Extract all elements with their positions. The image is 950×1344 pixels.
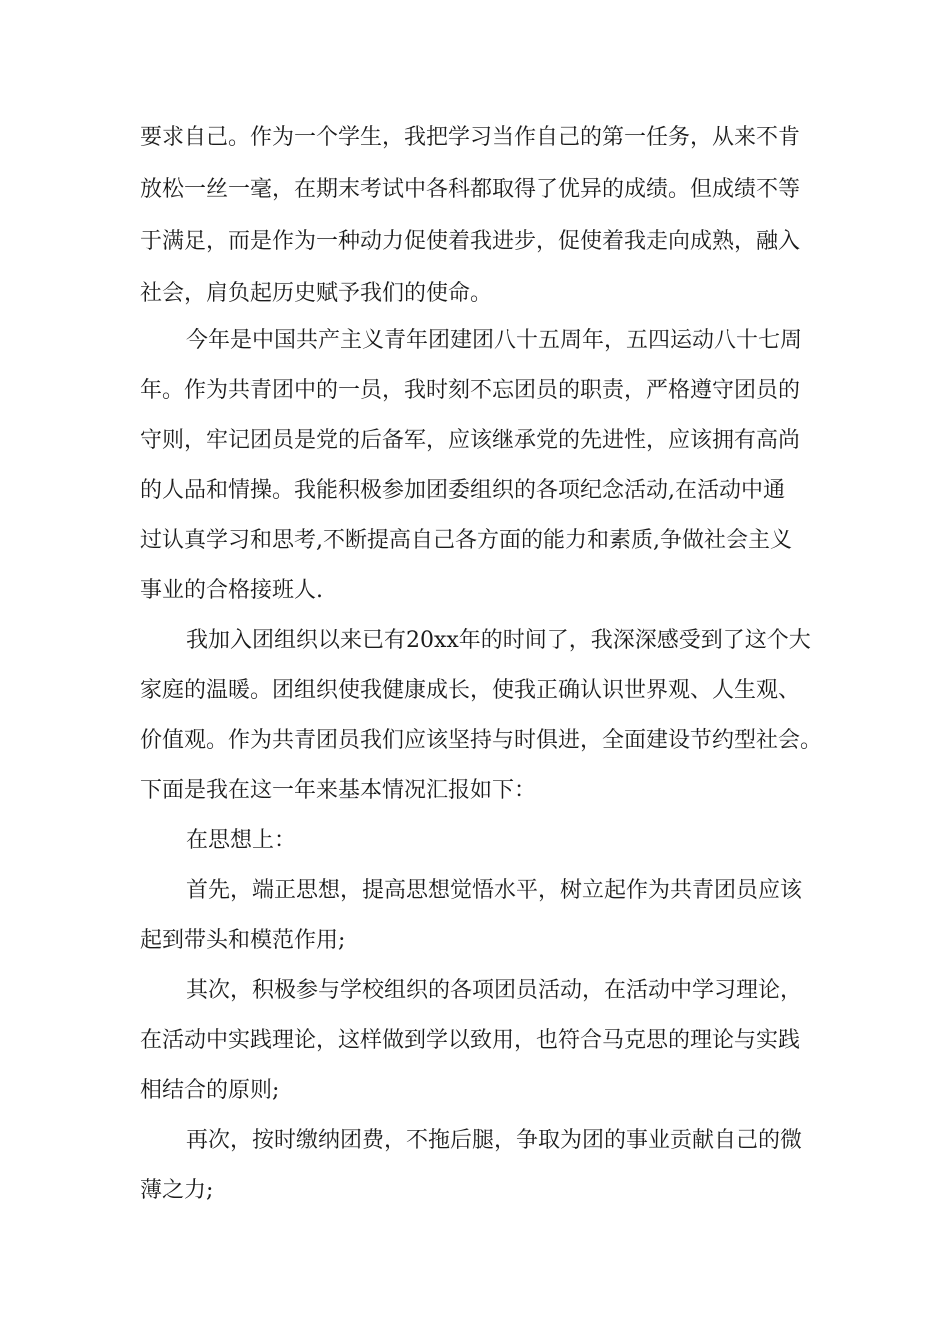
text-line: 价值观。作为共青团员我们应该坚持与时俱进，全面建设节约型社会。 — [140, 728, 823, 753]
text-line: 起到带头和模范作用; — [140, 928, 346, 953]
text-line: 在活动中实践理论，这样做到学以致用，也符合马克思的理论与实践 — [140, 1028, 801, 1053]
text-line: 年。作为共青团中的一员，我时刻不忘团员的职责，严格遵守团员的 — [140, 378, 801, 403]
text-line: 放松一丝一毫，在期末考试中各科都取得了优异的成绩。但成绩不等 — [140, 177, 801, 202]
text-line: 家庭的温暖。团组织使我健康成长，使我正确认识世界观、人生观、 — [140, 678, 801, 703]
section-heading: 在思想上： — [186, 828, 297, 853]
text-line: 守则，牢记团员是党的后备军，应该继承党的先进性，应该拥有高尚 — [140, 428, 801, 453]
text-line: 的人品和情操。我能积极参加团委组织的各项纪念活动,在活动中通 — [140, 478, 785, 503]
text-line: 于满足，而是作为一种动力促使着我进步，促使着我走向成熟，融入 — [140, 229, 801, 254]
text-line: 过认真学习和思考,不断提高自己各方面的能力和素质,争做社会主义 — [140, 528, 792, 553]
paragraph-first-line: 今年是中国共产主义青年团建团八十五周年，五四运动八十七周 — [186, 328, 803, 353]
text-line: 社会，肩负起历史赋予我们的使命。 — [140, 281, 493, 306]
paragraph-first-line: 再次，按时缴纳团费，不拖后腿，争取为团的事业贡献自己的微 — [186, 1128, 803, 1153]
text-line: 薄之力; — [140, 1178, 214, 1203]
text-line: 相结合的原则; — [140, 1078, 280, 1103]
paragraph-first-line: 我加入团组织以来已有20xx年的时间了，我深深感受到了这个大 — [186, 628, 811, 653]
text-line: 事业的合格接班人. — [140, 578, 323, 603]
paragraph-first-line: 其次，积极参与学校组织的各项团员活动，在活动中学习理论， — [186, 978, 803, 1003]
text-line: 要求自己。作为一个学生，我把学习当作自己的第一任务，从来不肯 — [140, 125, 801, 150]
text-line: 下面是我在这一年来基本情况汇报如下： — [140, 778, 537, 803]
paragraph-first-line: 首先，端正思想，提高思想觉悟水平，树立起作为共青团员应该 — [186, 878, 803, 903]
